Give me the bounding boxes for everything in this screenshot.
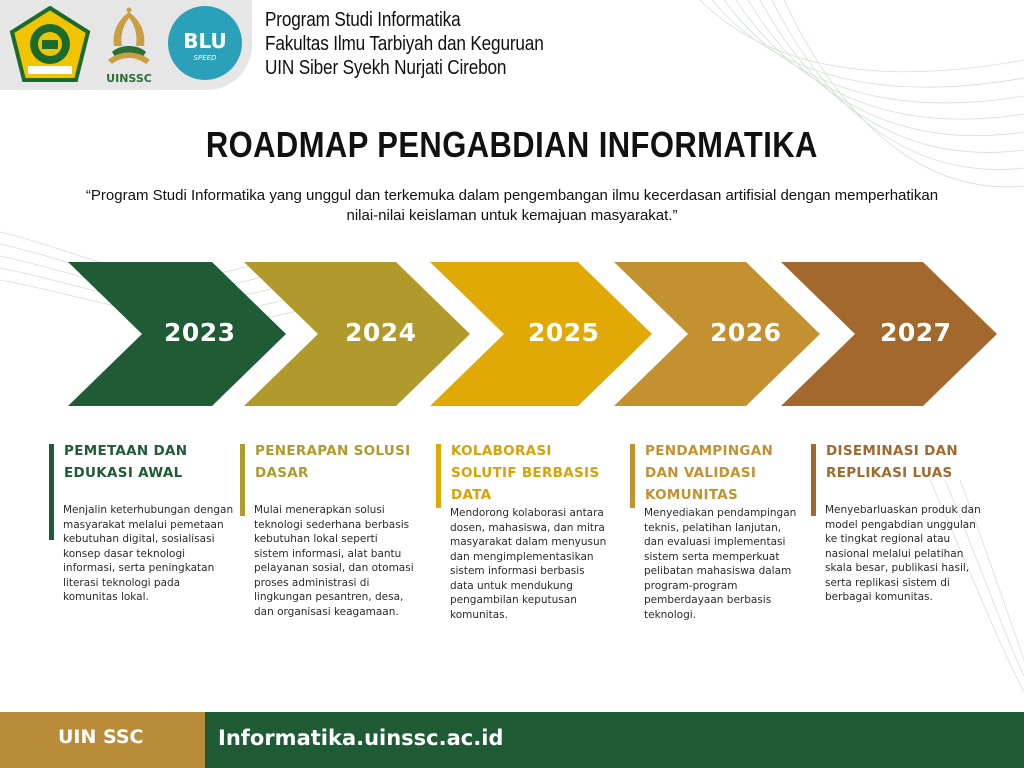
accent-bar [811,444,816,516]
item-description: Menyebarluaskan produk dan model pengabdian unggulan ke tingkat regional atau nasional melalui pelatihan skala besar, publikasi hasil, serta replikasi sistem di berbagai komunitas. [825,504,981,603]
kemenag-seal-logo [8,6,92,86]
item-title: PEMETAAN DAN EDUKASI AWAL [64,443,188,481]
accent-bar [240,444,245,516]
footer-brand-text: UIN SSC [58,726,144,748]
item-description: Menyediakan pendampingan teknis, pelatihan lanjutan, dan evaluasi implementasi sistem serta memperkuat pelibatan mahasiswa dalam program-program pemberdayaan berbasis teknologi. [644,507,797,621]
year-label-2025: 2025 [528,318,600,347]
year-label-2027: 2027 [880,318,952,347]
page-title: ROADMAP PENGABDIAN INFORMATIKA [205,124,819,165]
institution-line-3: UIN Siber Syekh Nurjati Cirebon [265,57,507,79]
svg-text:BLU: BLU [183,29,227,53]
item-title: PENDAMPINGAN DAN VALIDASI KOMUNITAS [645,443,774,503]
accent-bar [436,444,441,508]
uinssc-logo [98,6,160,86]
item-description: Mulai menerapkan solusi teknologi sederhana berbasis kebutuhan lokal seperti sistem informasi, alat bantu pelayanan sosial, dan otomasi proses administrasi di lingkungan pesantren, desa, dan organisasi keagamaan. [254,504,414,618]
institution-line-1: Program Studi Informatika [265,9,461,31]
website-link[interactable]: Informatika.uinssc.ac.id [218,726,504,750]
item-title: KOLABORASI SOLUTIF BERBASIS DATA [451,443,600,503]
footer-brand [0,712,205,768]
accent-bar [49,444,54,540]
item-title: DISEMINASI DAN REPLIKASI LUAS [826,443,958,481]
item-description: Menjalin keterhubungan dengan masyarakat melalui pemetaan kebutuhan digital, sosialisasi konsep dasar teknologi informasi, serta peningkatan literasi teknologi pada komunitas lokal. [63,504,234,603]
item-title: PENERAPAN SOLUSI DASAR [255,443,411,481]
year-label-2024: 2024 [345,318,417,347]
accent-bar [630,444,635,508]
institution-line-2: Fakultas Ilmu Tarbiyah dan Keguruan [265,33,544,55]
vision-quote: “Program Studi Informatika yang unggul dan terkemuka dalam pengembangan ilmu kecerdasan artifisial dengan memperhatikan nilai-nilai keislaman untuk kemajuan masyarakat.” [85,187,939,224]
year-label-2026: 2026 [710,318,782,347]
svg-text:SPEED: SPEED [193,54,217,62]
item-description: Mendorong kolaborasi antara dosen, mahasiswa, dan mitra masyarakat dalam menyusun dan mengimplementasikan sistem informasi berbasis data untuk mendukung pengambilan keputusan komunitas. [450,507,607,621]
year-label-2023: 2023 [164,318,236,347]
blu-speed-logo [166,4,244,82]
institution-name [265,8,544,80]
footer-website[interactable] [205,712,1024,768]
uinssc-logo-text: UINSSC [106,72,152,85]
